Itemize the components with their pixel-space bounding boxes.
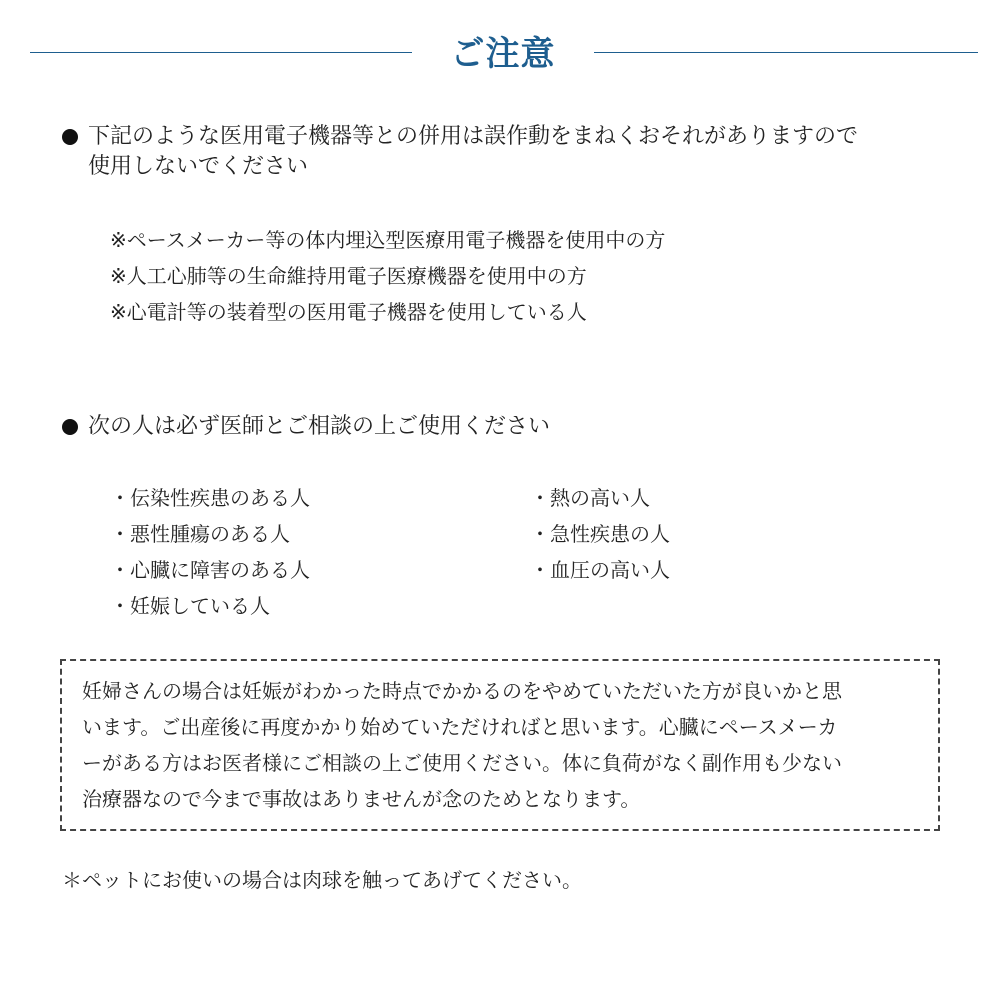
- pregnancy-note-text: [82, 673, 922, 817]
- condition-item: ・熱の高い人: [530, 486, 650, 510]
- condition-list-right: [530, 480, 910, 588]
- warning-section: [60, 122, 960, 182]
- condition-item: ・血圧の高い人: [530, 558, 670, 582]
- header-divider-left: [30, 52, 412, 53]
- consult-heading-text: 次の人は必ず医師とご相談の上ご使用ください: [88, 414, 551, 439]
- condition-list-left: [110, 480, 490, 624]
- warning-heading-line-2: 使用しないでください: [88, 154, 309, 179]
- consult-section: [60, 412, 960, 442]
- note-item: ※心電計等の装着型の医用電子機器を使用している人: [110, 300, 587, 324]
- note-box-line: ーがある方はお医者様にご相談の上ご使用ください。体に負荷がなく副作用も少ない: [82, 751, 842, 775]
- filled-circle-bullet-icon: [62, 129, 78, 145]
- pet-footnote: ＊ペットにお使いの場合は肉球を触ってあげてください。: [62, 868, 582, 892]
- note-item: ※ペースメーカー等の体内埋込型医療用電子機器を使用中の方: [110, 228, 666, 252]
- consult-heading: [60, 412, 960, 442]
- condition-item: ・急性疾患の人: [530, 522, 670, 546]
- warning-heading-line-1: 下記のような医用電子機器等との併用は誤作動をまねくおそれがありますので: [88, 124, 859, 149]
- condition-item: ・伝染性疾患のある人: [110, 486, 310, 510]
- filled-circle-bullet-icon: [62, 419, 78, 435]
- page-title: ご注意: [450, 34, 556, 74]
- warning-heading: [60, 122, 960, 182]
- note-item: ※人工心肺等の生命維持用電子医療機器を使用中の方: [110, 264, 587, 288]
- note-box-line: 治療器なので今まで事故はありませんが念のためとなります。: [82, 787, 641, 811]
- header: [0, 30, 1000, 86]
- pregnancy-note-box: [60, 659, 940, 831]
- note-box-line: 妊婦さんの場合は妊娠がわかった時点でかかるのをやめていただいた方が良いかと思: [82, 679, 842, 703]
- condition-item: ・悪性腫瘍のある人: [110, 522, 290, 546]
- note-box-line: います。ご出産後に再度かかり始めていただければと思います。心臓にペースメーカ: [82, 715, 838, 739]
- warning-notes: [110, 222, 930, 330]
- condition-item: ・心臓に障害のある人: [110, 558, 310, 582]
- condition-item: ・妊娠している人: [110, 594, 270, 618]
- header-divider-right: [594, 52, 978, 53]
